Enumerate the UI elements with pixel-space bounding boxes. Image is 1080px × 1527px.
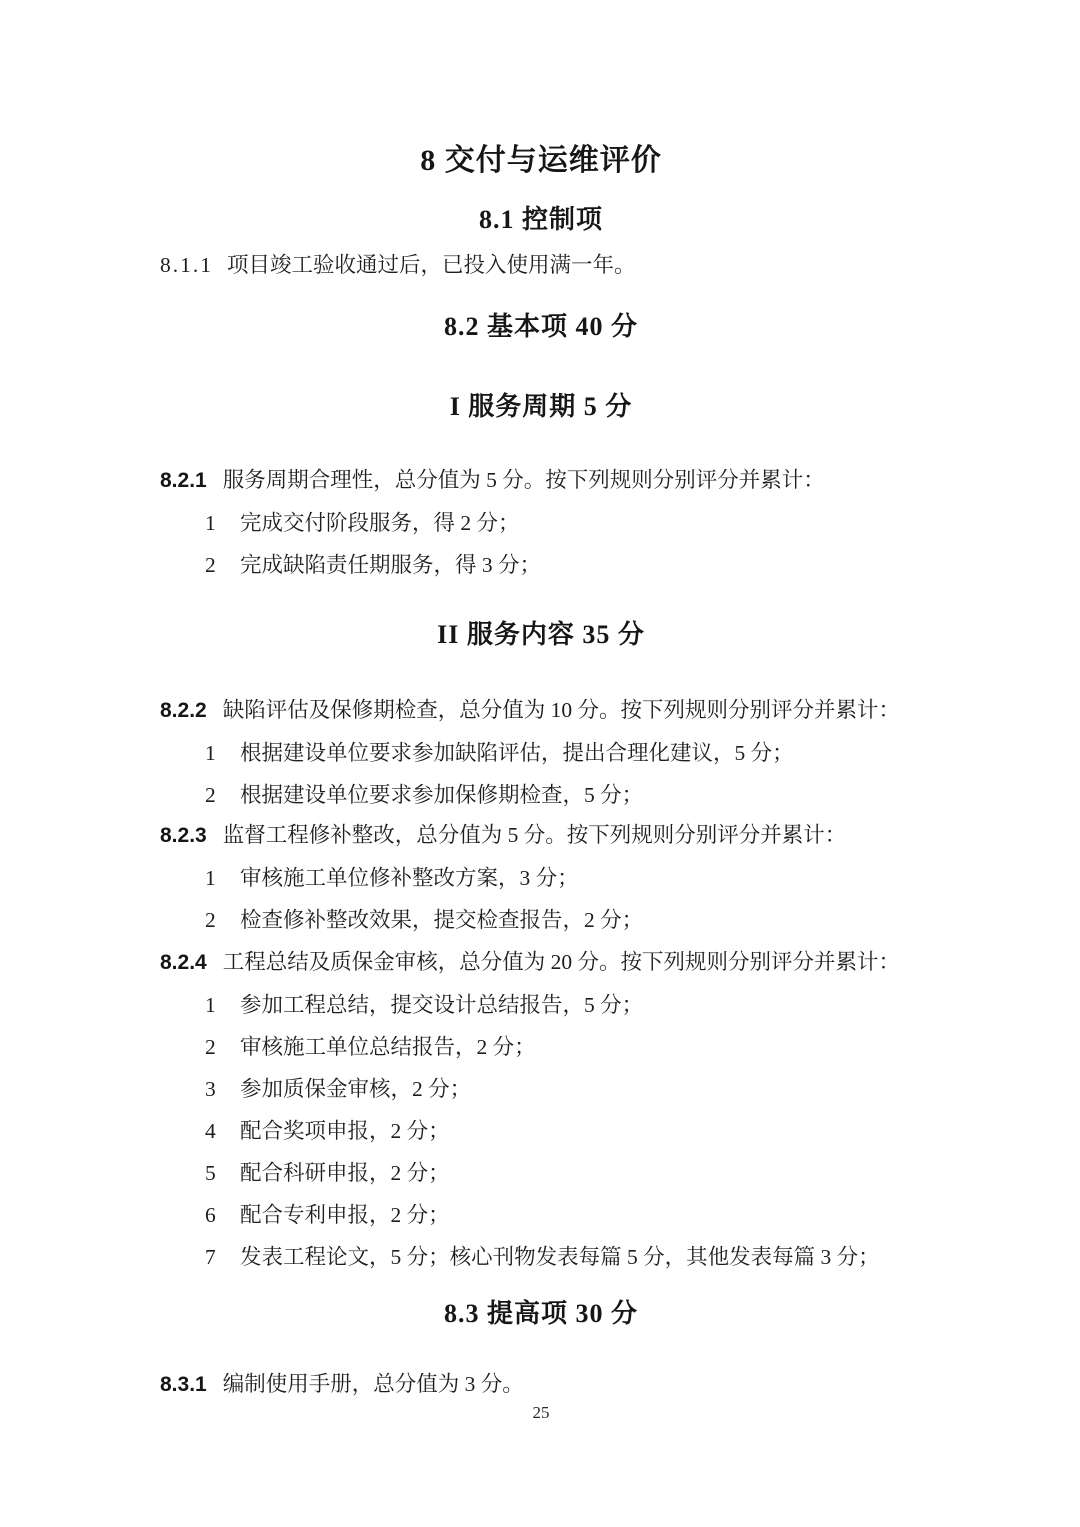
clause-number: 8.3.1 xyxy=(160,1373,207,1396)
section-heading-8-3: 8.3 提高项 30 分 xyxy=(443,1299,638,1328)
list-item xyxy=(160,508,922,538)
list-item-text: 配合专利申报，2 分； xyxy=(240,1203,450,1227)
list-item xyxy=(160,550,922,580)
list-item-number: 2 xyxy=(205,1035,216,1059)
list-item-number: 1 xyxy=(205,866,216,890)
clause-text: 编制使用手册，总分值为 3 分。 xyxy=(222,1372,524,1396)
clause-text: 监督工程修补整改，总分值为 5 分。按下列规则分别评分并累计： xyxy=(222,823,847,847)
clause-8-2-3 xyxy=(160,820,922,851)
page-number: 25 xyxy=(532,1403,550,1422)
list-item xyxy=(160,1116,922,1146)
section-heading-8-2: 8.2 基本项 40 分 xyxy=(443,312,638,341)
list-item-text: 配合奖项申报，2 分； xyxy=(240,1119,450,1143)
list-item-number: 2 xyxy=(205,553,216,577)
list-item xyxy=(160,990,922,1020)
list-item-number: 7 xyxy=(205,1245,216,1269)
list-item xyxy=(160,780,922,810)
chapter-heading: 8 交付与运维评价 xyxy=(420,144,662,177)
list-item-text: 参加质保金审核，2 分； xyxy=(240,1077,472,1101)
clause-text: 工程总结及质保金审核，总分值为 20 分。按下列规则分别评分并累计： xyxy=(222,950,900,974)
list-item-number: 1 xyxy=(205,741,216,765)
list-item-text: 审核施工单位修补整改方案，3 分； xyxy=(240,866,579,890)
list-item-number: 3 xyxy=(205,1077,216,1101)
list-item-text: 根据建设单位要求参加缺陷评估，提出合理化建议，5 分； xyxy=(240,741,794,765)
list-item xyxy=(160,863,922,893)
list-item xyxy=(160,905,922,935)
list-item-text: 审核施工单位总结报告，2 分； xyxy=(240,1035,536,1059)
list-item-number: 1 xyxy=(205,993,216,1017)
list-item-number: 1 xyxy=(205,511,216,535)
section-heading-8-1: 8.1 控制项 xyxy=(478,205,603,234)
clause-number: 8.1.1 xyxy=(160,253,213,277)
list-item-text: 完成缺陷责任期服务，得 3 分； xyxy=(240,553,542,577)
clause-number: 8.2.1 xyxy=(160,469,207,492)
clause-8-3-1 xyxy=(160,1369,922,1400)
list-item xyxy=(160,1242,922,1272)
clause-text: 服务周期合理性，总分值为 5 分。按下列规则分别评分并累计： xyxy=(222,468,825,492)
list-item-text: 根据建设单位要求参加保修期检查，5 分； xyxy=(240,783,644,807)
list-item-number: 4 xyxy=(205,1119,216,1143)
list-item-text: 参加工程总结，提交设计总结报告，5 分； xyxy=(240,993,644,1017)
list-item-number: 2 xyxy=(205,908,216,932)
list-item-number: 6 xyxy=(205,1203,216,1227)
clause-8-2-1 xyxy=(160,465,922,496)
clause-number: 8.2.2 xyxy=(160,699,207,722)
list-item xyxy=(160,1158,922,1188)
list-item-text: 发表工程论文，5 分；核心刊物发表每篇 5 分，其他发表每篇 3 分； xyxy=(240,1245,880,1269)
list-item-number: 2 xyxy=(205,783,216,807)
list-item-text: 配合科研申报，2 分； xyxy=(240,1161,450,1185)
subsection-heading-service-content: II 服务内容 35 分 xyxy=(437,620,645,649)
clause-number: 8.2.4 xyxy=(160,951,207,974)
list-item-text: 检查修补整改效果，提交检查报告，2 分； xyxy=(240,908,644,932)
list-item xyxy=(160,1032,922,1062)
clause-text: 项目竣工验收通过后，已投入使用满一年。 xyxy=(227,253,636,277)
clause-text: 缺陷评估及保修期检查，总分值为 10 分。按下列规则分别评分并累计： xyxy=(222,698,900,722)
subsection-heading-service-period: I 服务周期 5 分 xyxy=(449,392,633,421)
list-item-text: 完成交付阶段服务，得 2 分； xyxy=(240,511,520,535)
list-item-number: 5 xyxy=(205,1161,216,1185)
list-item xyxy=(160,1074,922,1104)
clause-8-2-2 xyxy=(160,695,922,726)
clause-8-1-1 xyxy=(160,250,922,280)
clause-number: 8.2.3 xyxy=(160,824,207,847)
list-item xyxy=(160,738,922,768)
clause-8-2-4 xyxy=(160,947,922,978)
list-item xyxy=(160,1200,922,1230)
